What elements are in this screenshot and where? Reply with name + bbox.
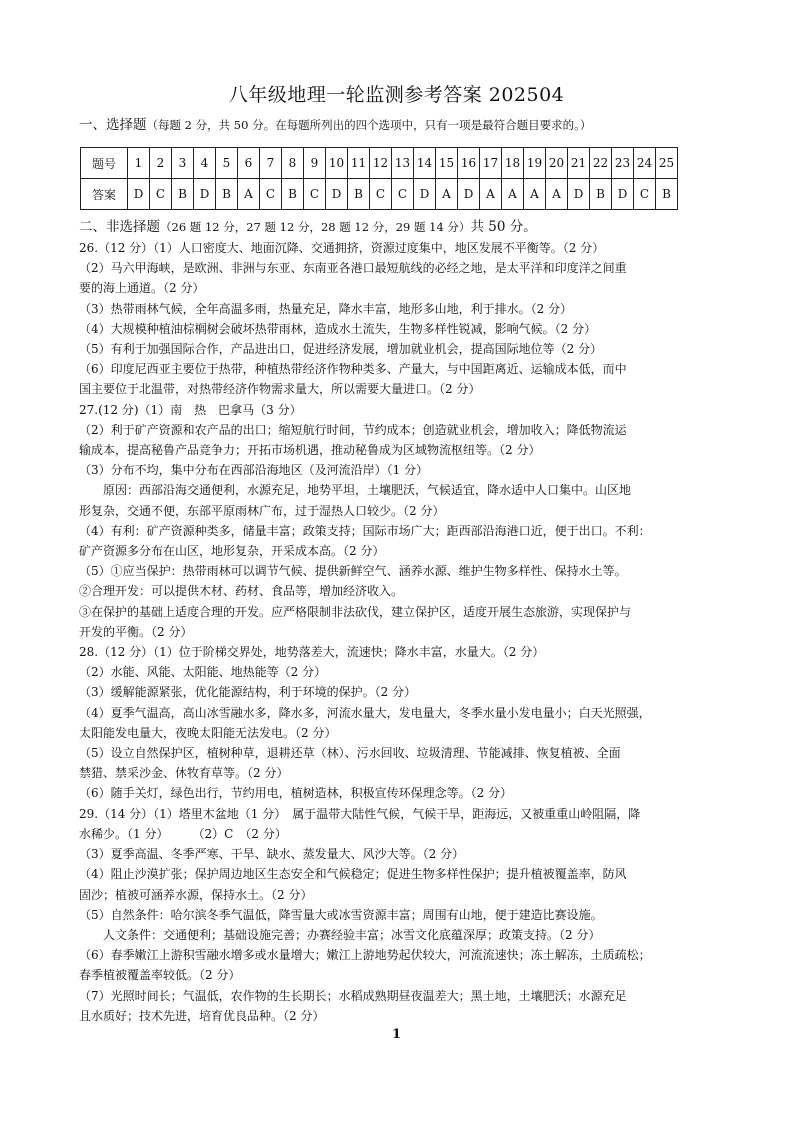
q-number: 15 (436, 148, 458, 179)
row-label-answer: 答案 (81, 179, 128, 210)
q-answer: C (634, 179, 656, 210)
q-answer: B (216, 179, 238, 210)
answer-table (80, 147, 678, 210)
answer-line: 矿产资源多分布在山区，地形复杂，开采成本高。（2 分） (79, 544, 385, 559)
q-number: 10 (326, 148, 348, 179)
q-number: 6 (238, 148, 260, 179)
q-answer: A (436, 179, 458, 210)
row-label-number: 题号 (81, 148, 128, 179)
q-answer: A (238, 179, 260, 210)
q-answer: A (480, 179, 502, 210)
q-answer: B (656, 179, 678, 210)
answer-line: （4）大规模种植油棕榈树会破坏热带雨林，造成水土流失，生物多样性锐减，影响气候。（2 分） (79, 321, 597, 336)
q-number: 14 (414, 148, 436, 179)
answer-line: 输成本，提高秘鲁产品竞争力；开拓市场机遇，推动秘鲁成为区域物流枢纽等。（2 分） (79, 443, 541, 458)
answer-line: ②合理开发：可以提供木材、药材、食品等，增加经济收入。 (79, 584, 404, 599)
page-number: 1 (391, 1027, 402, 1042)
section-1-heading (79, 113, 591, 133)
answer-table-number-row (81, 148, 678, 179)
answer-line: 太阳能发电量大，夜晚太阳能无法发电。（2 分） (79, 725, 337, 740)
section-1-note: （每题 2 分，共 50 分。在每题所列出的四个选项中，只有一项是最符合题目要求的。） (146, 118, 592, 132)
answer-line: 春季植被覆盖率较低。（2 分） (79, 968, 241, 983)
answer-line: （4）阻止沙漠扩张；保护周边地区生态安全和气候稳定；促进生物多样性保护；提升植被覆盖率，防风 (79, 867, 627, 882)
q-number: 11 (348, 148, 370, 179)
answer-line: ③在保护的基础上适度合理的开发。应严格限制非法砍伐，建立保护区，适度开展生态旅游，实现保护与 (79, 604, 632, 619)
q-number: 1 (128, 148, 150, 179)
answer-line: （4）有利：矿产资源种类多，储量丰富；政策支持；国际市场广大；距西部沿海港口近，便于出口。不利： (79, 523, 651, 538)
q-answer: D (414, 179, 436, 210)
answer-line: 固沙；植被可涵养水源，保持水土。（2 分） (79, 887, 313, 902)
answer-line: 禁猎、禁采沙金、休牧育草等。（2 分） (79, 766, 289, 781)
answer-line: 开发的平衡。（2 分） (79, 624, 193, 639)
answer-line: （5）有利于加强国际合作，产品进出口，促进经济发展，增加就业机会，提高国际地位等（2 分） (79, 342, 603, 357)
answer-line: （6）随手关灯，绿色出行，节约用电，植树造林，积极宣传环保理念等。（2 分） (79, 786, 513, 801)
q-answer: A (524, 179, 546, 210)
answer-line: （5）自然条件：哈尔滨冬季气温低，降雪量大或冰雪资源丰富；周围有山地，便于建造比赛设施。 (79, 907, 603, 922)
answer-line: （2）马六甲海峡，是欧洲、非洲与东亚、东南亚各港口最短航线的必经之地，是太平洋和印度洋之间重 (79, 261, 627, 276)
q-number: 20 (546, 148, 568, 179)
answer-line: 形复杂，交通不便，东部平原雨林广布，过于湿热人口较少。（2 分） (79, 503, 445, 518)
q-number: 9 (304, 148, 326, 179)
answer-line: （5）①应当保护：热带雨林可以调节气候、提供新鲜空气、涵养水源、维护生物多样性、保持水土等。 (79, 564, 627, 579)
q-answer: A (546, 179, 568, 210)
section-2-note: （26 题 12 分，27 题 12 分，28 题 12 分，29 题 14 分） (160, 220, 471, 234)
q-number: 24 (634, 148, 656, 179)
q-number: 18 (502, 148, 524, 179)
section-2-heading (79, 215, 537, 235)
q-answer: B (348, 179, 370, 210)
answer-line: （3）热带雨林气候，全年高温多雨，热量充足，降水丰富，地形多山地，利于排水。（2 分） (79, 301, 573, 316)
section-1-title: 一、选择题 (79, 117, 147, 133)
q-answer: C (304, 179, 326, 210)
q-answer: C (392, 179, 414, 210)
answer-line: 人文条件：交通便利；基础设施完善；办赛经验丰富；冰雪文化底蕴深厚；政策支持。（2 分） (79, 927, 601, 942)
answer-line: （4）夏季气温高，高山冰雪融水多，降水多，河流水量大，发电量大，冬季水量小发电量小；白天光照强， (79, 705, 651, 720)
q-number: 23 (612, 148, 634, 179)
q-number: 21 (568, 148, 590, 179)
section-2-title: 二、非选择题 (79, 219, 160, 235)
answer-line: （2）水能、风能、太阳能、地热能等（2 分） (79, 665, 327, 680)
q-answer: D (128, 179, 150, 210)
q-answer: D (458, 179, 480, 210)
answer-line: 29.（14 分）（1）塔里木盆地（1 分） 属于温带大陆性气候，气候干旱，距海远，又被重重山岭阻隔，降 (79, 806, 641, 821)
answer-line: 原因：西部沿海交通便利，水源充足，地势平坦，土壤肥沃，气候适宜，降水适中人口集中。山区地 (79, 483, 632, 498)
q-number: 17 (480, 148, 502, 179)
answer-line: （3）夏季高温、冬季严寒、干旱、缺水、蒸发量大、风沙大等。（2 分） (79, 847, 465, 862)
q-answer: A (502, 179, 524, 210)
answer-line: 水稀少。（1 分） （2）C （2 分） (79, 826, 287, 841)
answers-body (79, 238, 719, 1026)
q-answer: D (568, 179, 590, 210)
answer-line: （6）印度尼西亚主要位于热带，种植热带经济作物种类多、产量大，与中国距离近、运输成本低，而中 (79, 362, 627, 377)
section-2-total: 共 50 分。 (470, 219, 537, 235)
answer-line: 27.(12 分)（1）南 热 巴拿马（3 分） (79, 402, 302, 417)
answer-line: 且水质好；技术先进，培育优良品种。（2 分） (79, 1008, 325, 1023)
answer-line: 要的海上通道。（2 分） (79, 281, 205, 296)
q-number: 2 (150, 148, 172, 179)
q-number: 12 (370, 148, 392, 179)
page-title: 八年级地理一轮监测参考答案 202504 (228, 84, 565, 106)
q-number: 22 (590, 148, 612, 179)
q-answer: C (150, 179, 172, 210)
answer-line: 国主要位于北温带，对热带经济作物需求量大，所以需要大量进口。（2 分） (79, 382, 481, 397)
q-answer: D (194, 179, 216, 210)
q-answer: D (326, 179, 348, 210)
q-answer: D (612, 179, 634, 210)
q-answer: B (590, 179, 612, 210)
q-number: 13 (392, 148, 414, 179)
q-number: 7 (260, 148, 282, 179)
answer-line: （3）分布不均，集中分布在西部沿海地区（及河流沿岸）（1 分） (79, 463, 429, 478)
answer-line: 28.（12 分）（1）位于阶梯交界处，地势落差大，流速快；降水丰富，水量大。（2 分） (79, 645, 545, 660)
q-number: 16 (458, 148, 480, 179)
answer-line: （5）设立自然保护区，植树种草，退耕还草（林）、污水回收、垃圾清理、节能减排、恢复植被、全面 (79, 746, 621, 761)
q-number: 4 (194, 148, 216, 179)
q-number: 3 (172, 148, 194, 179)
answer-line: 26.（12 分）（1）人口密度大、地面沉降、交通拥挤，资源过度集中，地区发展不平衡等。（2 分） (79, 241, 605, 255)
q-number: 19 (524, 148, 546, 179)
q-number: 5 (216, 148, 238, 179)
q-answer: B (282, 179, 304, 210)
answer-line: （3）缓解能源紧张，优化能源结构，利于环境的保护。（2 分） (79, 685, 417, 700)
q-number: 25 (656, 148, 678, 179)
q-answer: B (172, 179, 194, 210)
q-number: 8 (282, 148, 304, 179)
q-answer: C (260, 179, 282, 210)
answer-line: （6）春季嫩江上游积雪融水增多或水量增大；嫩江上游地势起伏较大，河流流速快；冻土解冻，土质疏松； (79, 948, 651, 963)
answer-line: （2）利于矿产资源和农产品的出口；缩短航行时间，节约成本；创造就业机会，增加收入；降低物流运 (79, 422, 627, 437)
answer-line: （7）光照时间长；气温低，农作物的生长期长；水稻成熟期昼夜温差大；黑土地，土壤肥沃；水源充足 (79, 988, 627, 1003)
answer-table-answer-row (81, 179, 678, 210)
q-answer: C (370, 179, 392, 210)
